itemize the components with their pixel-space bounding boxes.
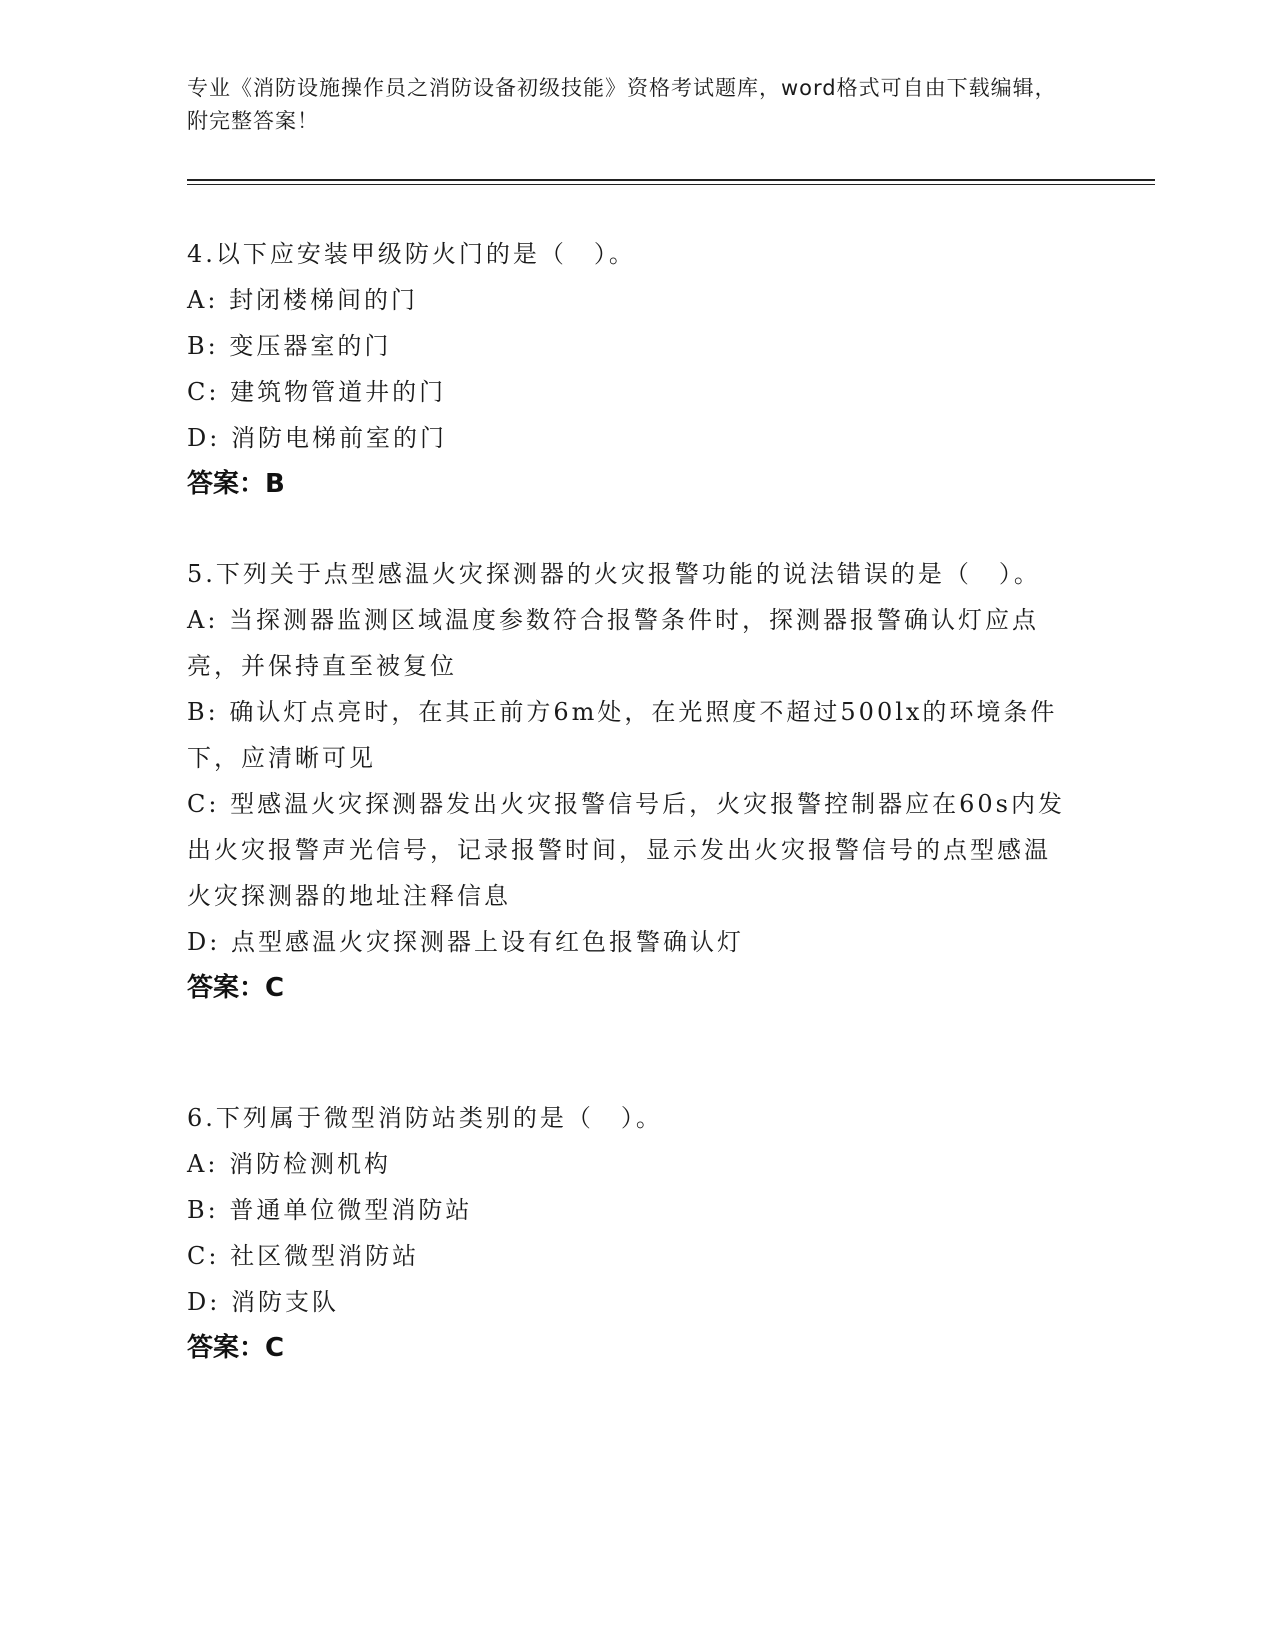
question-title: 6.下列属于微型消防站类别的是（ ）。: [187, 1104, 663, 1132]
header-intro: 专业《消防设施操作员之消防设备初级技能》资格考试题库，word格式可自由下载编辑，附完整答案！: [187, 76, 1057, 133]
option-text: 变压器室的门: [229, 332, 392, 360]
question-6: [187, 1095, 1077, 1371]
option-label: A:: [187, 286, 219, 314]
question-title: 5.下列关于点型感温火灾探测器的火灾报警功能的说法错误的是（ ）。: [187, 560, 1041, 588]
option-text: 社区微型消防站: [230, 1242, 420, 1270]
answer: 答案：C: [187, 973, 285, 1003]
option-c: [187, 369, 1077, 415]
option-text: 确认灯点亮时，在其正前方6m处，在光照度不超过500lx的环境条件下，应清晰可见: [187, 698, 1058, 772]
option-label: D:: [187, 424, 221, 452]
option-text: 点型感温火灾探测器上设有红色报警确认灯: [230, 928, 744, 956]
option-a: [187, 1141, 1077, 1187]
option-text: 消防检测机构: [229, 1150, 392, 1178]
option-label: B:: [187, 1196, 219, 1224]
option-text: 普通单位微型消防站: [229, 1196, 473, 1224]
option-label: C:: [187, 790, 220, 818]
option-c: [187, 781, 1077, 919]
option-label: C:: [187, 1242, 220, 1270]
option-b: [187, 1187, 1077, 1233]
question-5: [187, 551, 1077, 1011]
option-label: D:: [187, 1288, 221, 1316]
answer: 答案：B: [187, 469, 285, 499]
option-text: 消防支队: [230, 1288, 339, 1316]
option-label: C:: [187, 378, 220, 406]
option-a: [187, 597, 1077, 689]
option-d: [187, 919, 1077, 965]
question-4: [187, 231, 1077, 507]
header-rule-thin: [187, 184, 1155, 185]
option-label: D:: [187, 928, 221, 956]
question-title: 4.以下应安装甲级防火门的是（ ）。: [187, 240, 636, 268]
answer: 答案：C: [187, 1333, 285, 1363]
option-b: [187, 323, 1077, 369]
option-b: [187, 689, 1077, 781]
option-label: A:: [187, 606, 219, 634]
option-d: [187, 1279, 1077, 1325]
option-text: 封闭楼梯间的门: [229, 286, 419, 314]
header-rule-thick: [187, 179, 1155, 181]
option-c: [187, 1233, 1077, 1279]
option-label: B:: [187, 698, 219, 726]
option-label: B:: [187, 332, 219, 360]
option-label: A:: [187, 1150, 219, 1178]
option-text: 型感温火灾探测器发出火灾报警信号后，火灾报警控制器应在60s内发出火灾报警声光信号，记录报警时间，显示发出火灾报警信号的点型感温火灾探测器的地址注释信息: [187, 790, 1065, 910]
option-d: [187, 415, 1077, 461]
option-text: 消防电梯前室的门: [230, 424, 447, 452]
option-text: 建筑物管道井的门: [230, 378, 447, 406]
option-text: 当探测器监测区域温度参数符合报警条件时，探测器报警确认灯应点亮，并保持直至被复位: [187, 606, 1040, 680]
option-a: [187, 277, 1077, 323]
